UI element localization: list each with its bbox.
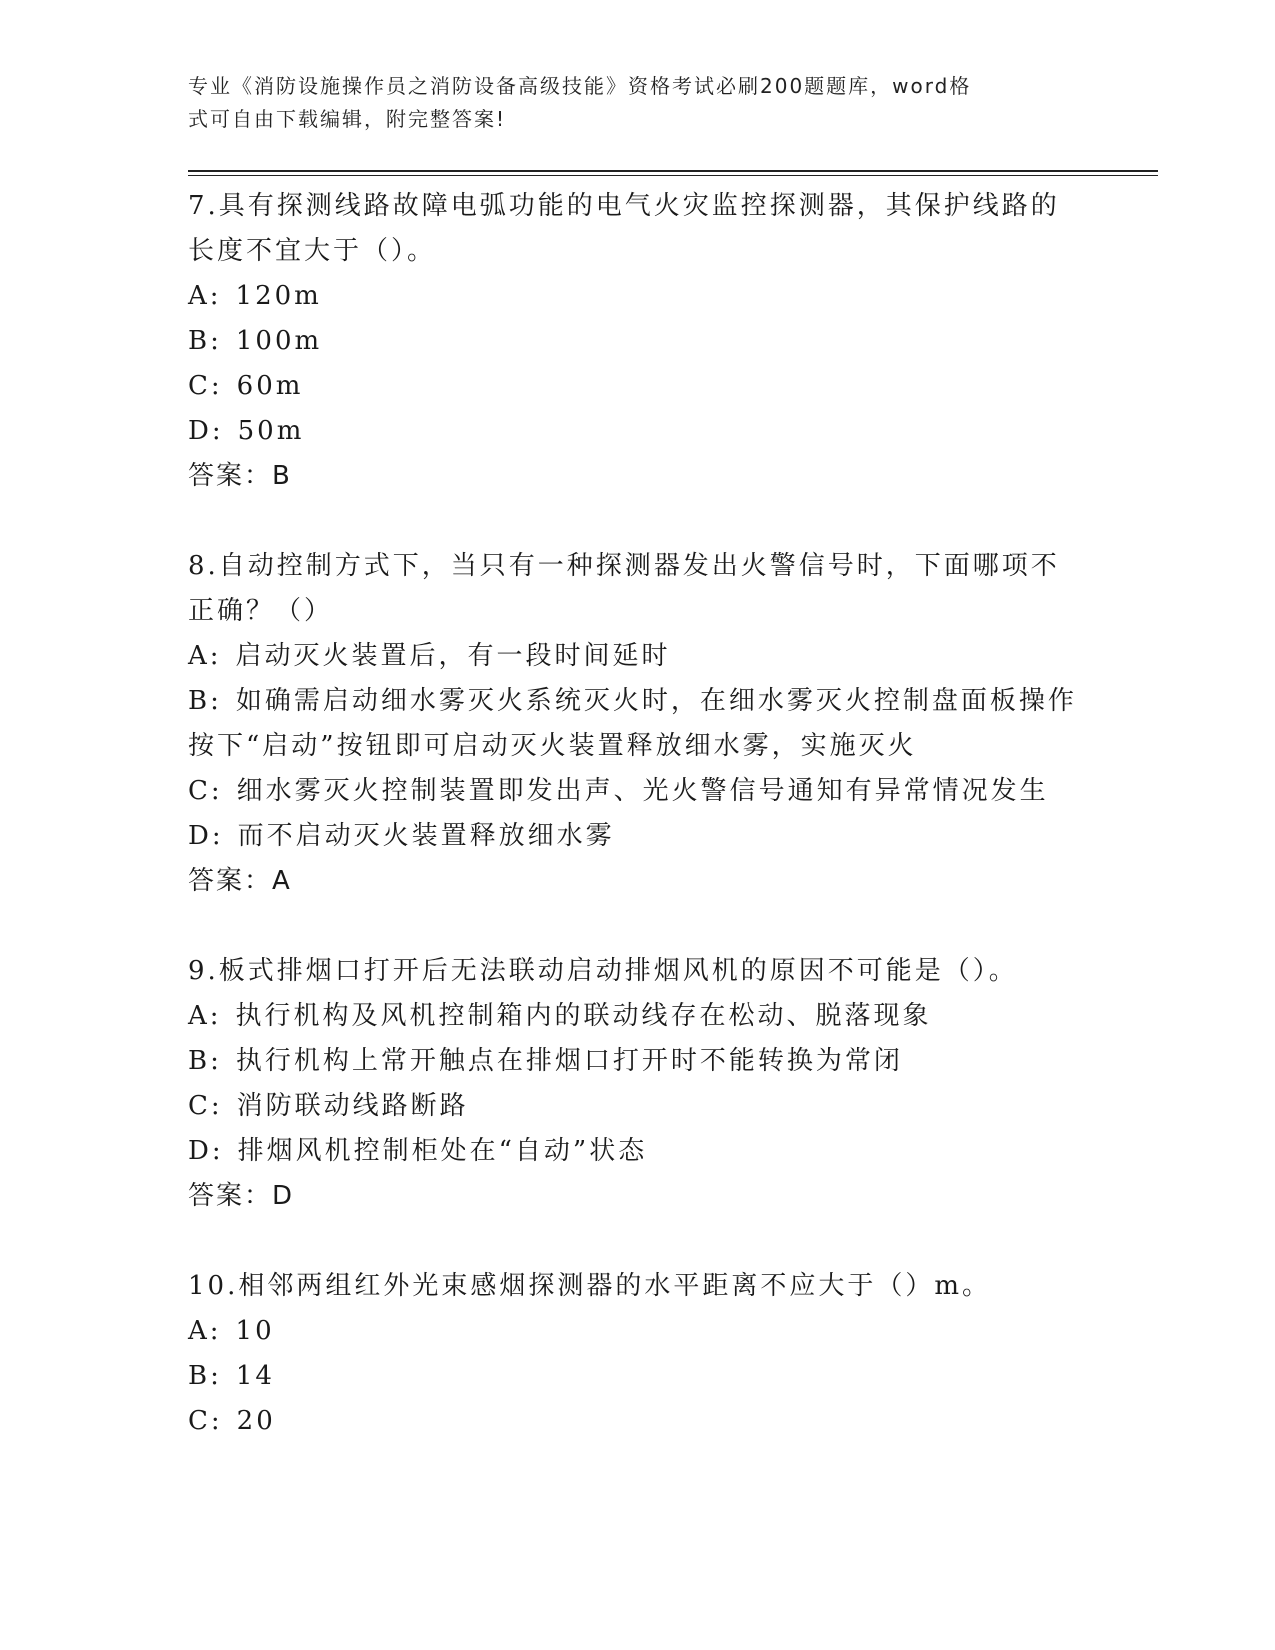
option-text: 120m [235, 281, 322, 311]
header-line-2: 式可自由下载编辑，附完整答案! [188, 107, 507, 131]
question-block [188, 184, 1158, 498]
answer-option [188, 679, 1088, 769]
answer-value: D [272, 1181, 295, 1211]
option-text: 消防联动线路断路 [236, 1091, 469, 1121]
header-divider [188, 170, 1158, 176]
option-text: 60m [236, 371, 304, 401]
option-letter: D: [188, 1136, 224, 1166]
option-text: 10 [235, 1316, 275, 1346]
option-letter: D: [188, 416, 224, 446]
answer-option [188, 409, 1088, 454]
answer-option [188, 994, 1088, 1039]
answer-option [188, 1129, 1088, 1174]
option-text: 100m [235, 326, 323, 356]
option-text: 20 [236, 1406, 276, 1436]
document-page [188, 70, 1158, 1490]
option-text: 执行机构及风机控制箱内的联动线存在松动、脱落现象 [235, 1001, 932, 1031]
answer-line [188, 454, 1158, 498]
option-text: 排烟风机控制柜处在“自动”状态 [237, 1136, 648, 1166]
option-text: 启动灭火装置后，有一段时间延时 [235, 641, 671, 671]
answer-line [188, 859, 1158, 903]
answer-option [188, 274, 1088, 319]
option-letter: A: [188, 1316, 222, 1346]
question-block [188, 544, 1158, 903]
option-text: 50m [237, 416, 305, 446]
answer-value: B [272, 461, 292, 491]
answer-option [188, 1354, 1088, 1399]
answer-option [188, 1084, 1088, 1129]
option-letter: B: [188, 1361, 222, 1391]
question-text: 8.自动控制方式下，当只有一种探测器发出火警信号时，下面哪项不正确？（） [188, 551, 1060, 626]
option-text: 执行机构上常开触点在排烟口打开时不能转换为常闭 [235, 1046, 903, 1076]
question-text: 9.板式排烟口打开后无法联动启动排烟风机的原因不可能是（）。 [188, 956, 1018, 986]
question-text: 7.具有探测线路故障电弧功能的电气火灾监控探测器，其保护线路的长度不宜大于（）。 [188, 191, 1060, 266]
option-letter: C: [188, 776, 223, 806]
answer-option [188, 634, 1088, 679]
answer-option [188, 364, 1088, 409]
option-text: 如确需启动细水雾灭火系统灭火时，在细水雾灭火控制盘面板操作按下“启动”按钮即可启动灭火装置释放细水雾，实施灭火 [188, 686, 1077, 761]
option-letter: C: [188, 1406, 223, 1436]
option-letter: B: [188, 1046, 222, 1076]
header-line-1: 专业《消防设施操作员之消防设备高级技能》资格考试必刷200题题库，word格 [188, 74, 972, 98]
answer-value: A [272, 866, 292, 896]
option-letter: B: [188, 326, 222, 356]
answer-option [188, 769, 1088, 814]
question-list [188, 184, 1158, 1444]
answer-option [188, 814, 1088, 859]
answer-label: 答案： [188, 866, 273, 896]
answer-option [188, 1309, 1088, 1354]
option-letter: A: [188, 281, 222, 311]
option-letter: C: [188, 371, 223, 401]
answer-line [188, 1174, 1158, 1218]
option-letter: C: [188, 1091, 223, 1121]
option-letter: A: [188, 1001, 222, 1031]
question-text: 10.相邻两组红外光束感烟探测器的水平距离不应大于（）m。 [188, 1271, 992, 1301]
option-text: 14 [235, 1361, 275, 1391]
option-text: 而不启动灭火装置释放细水雾 [237, 821, 615, 851]
option-letter: A: [188, 641, 222, 671]
answer-label: 答案： [188, 1181, 273, 1211]
document-header [188, 70, 1068, 136]
answer-label: 答案： [188, 461, 273, 491]
answer-option [188, 319, 1088, 364]
option-letter: D: [188, 821, 224, 851]
option-letter: B: [188, 686, 222, 716]
answer-option [188, 1399, 1088, 1444]
question-block [188, 949, 1158, 1218]
question-block [188, 1264, 1158, 1444]
option-text: 细水雾灭火控制装置即发出声、光火警信号通知有异常情况发生 [236, 776, 1049, 806]
answer-option [188, 1039, 1088, 1084]
